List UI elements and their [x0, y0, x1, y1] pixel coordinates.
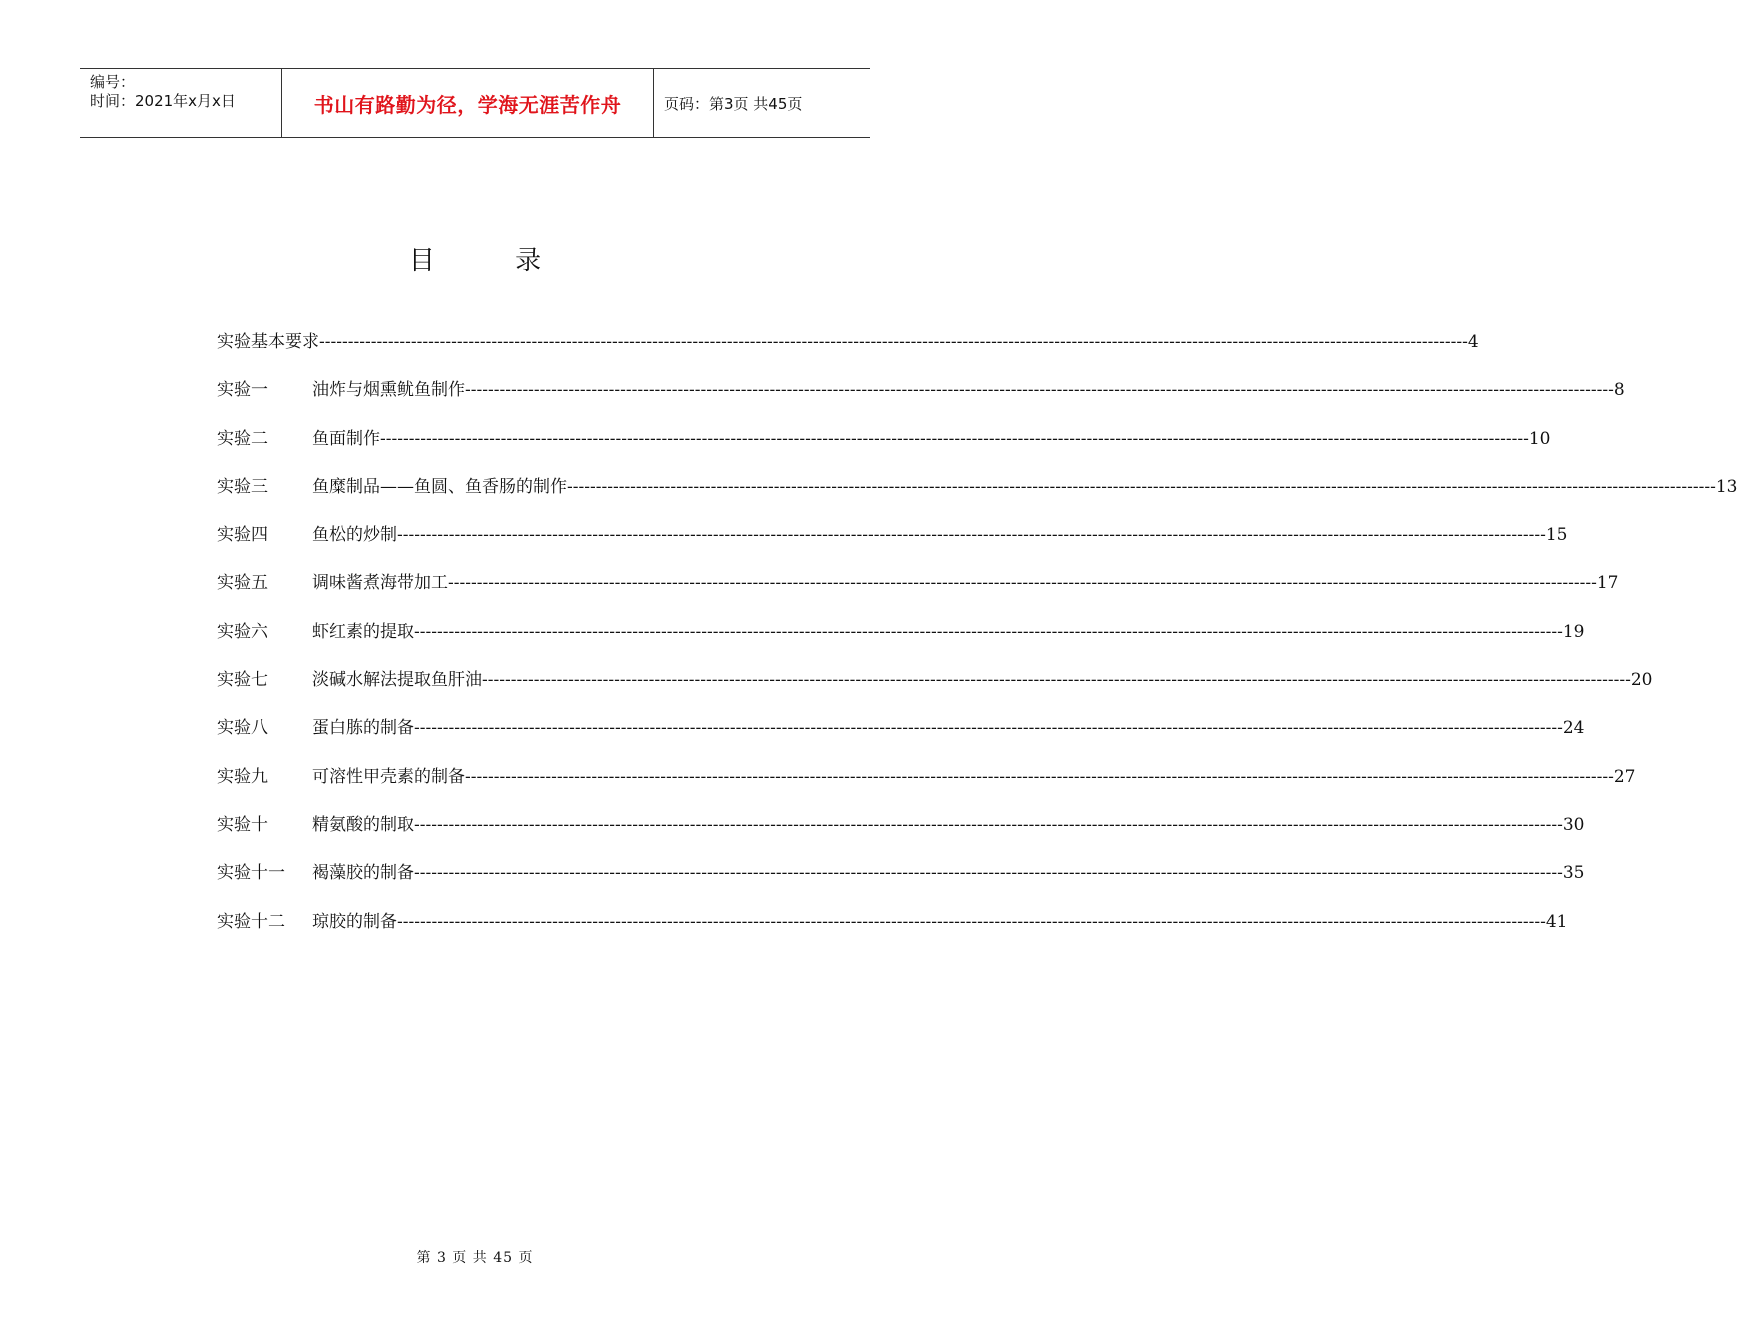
- toc-entry-label: 实验五: [217, 573, 268, 594]
- toc-entry-label: 实验七: [217, 670, 268, 691]
- toc-entry-label: 实验六: [217, 621, 268, 642]
- toc-entry-page: 4: [1467, 332, 1479, 352]
- toc-entry-label: 实验十: [217, 814, 268, 835]
- toc-leader: --------------------------------------------------------------------------------------------------------------------------------------------------------------------------------------------------------: [414, 718, 1563, 739]
- time-label: 时间：2021年x月x日: [90, 92, 236, 110]
- toc-entry-title: 鱼糜制品——鱼圆、鱼香肠的制作: [312, 476, 567, 497]
- toc-entry-title: 可溶性甲壳素的制备: [312, 766, 465, 787]
- toc-leader: --------------------------------------------------------------------------------------------------------------------------------------------------------------------------------------------------------: [482, 670, 1631, 691]
- toc-entry-label: 实验十一: [217, 863, 285, 884]
- toc-entry-title: 实验基本要求: [217, 332, 319, 352]
- table-of-contents: [217, 326, 1737, 954]
- toc-leader: --------------------------------------------------------------------------------------------------------------------------------------------------------------------------------------------------------: [397, 525, 1546, 546]
- toc-entry-title: 调味酱煮海带加工: [312, 573, 448, 594]
- toc-entry-label: 实验一: [217, 380, 268, 401]
- toc-entry-title: 淡碱水解法提取鱼肝油: [312, 670, 482, 691]
- toc-entry[interactable]: [217, 664, 1653, 712]
- toc-entry-page: 15: [1545, 525, 1568, 546]
- toc-entry-title: 蛋白胨的制备: [312, 718, 414, 739]
- toc-entry[interactable]: [217, 471, 1737, 519]
- toc-entry-label: 实验三: [217, 476, 268, 497]
- toc-leader: --------------------------------------------------------------------------------------------------------------------------------------------------------------------------------------------------------: [448, 573, 1597, 594]
- toc-leader: --------------------------------------------------------------------------------------------------------------------------------------------------------------------------------------------------------: [319, 332, 1468, 352]
- toc-entry-page: 17: [1596, 573, 1619, 594]
- toc-leader: --------------------------------------------------------------------------------------------------------------------------------------------------------------------------------------------------------: [414, 621, 1563, 642]
- toc-entry[interactable]: [217, 906, 1568, 954]
- toc-entry[interactable]: [217, 519, 1568, 567]
- toc-entry-title: 鱼松的炒制: [312, 525, 397, 546]
- toc-entry-page: 13: [1715, 476, 1737, 497]
- toc-leader: --------------------------------------------------------------------------------------------------------------------------------------------------------------------------------------------------------: [397, 911, 1546, 932]
- toc-entry[interactable]: [217, 567, 1619, 615]
- toc-entry[interactable]: [217, 423, 1551, 471]
- toc-entry-label: 实验四: [217, 525, 268, 546]
- toc-entry[interactable]: [217, 616, 1585, 664]
- toc-entry[interactable]: [217, 857, 1585, 905]
- toc-leader: --------------------------------------------------------------------------------------------------------------------------------------------------------------------------------------------------------: [380, 428, 1529, 449]
- page-footer: 第 3 页 共 45 页: [416, 1250, 534, 1266]
- toc-entry-page: 30: [1562, 814, 1585, 835]
- toc-entry-label: 实验九: [217, 766, 268, 787]
- toc-entry-title: 油炸与烟熏鱿鱼制作: [312, 380, 465, 401]
- toc-leader: --------------------------------------------------------------------------------------------------------------------------------------------------------------------------------------------------------: [414, 814, 1563, 835]
- toc-entry-label: 实验二: [217, 428, 268, 449]
- header-motto: 书山有路勤为径，学海无涯苦作舟: [313, 92, 622, 117]
- toc-entry[interactable]: [217, 374, 1625, 422]
- toc-entry-title: 精氨酸的制取: [312, 814, 414, 835]
- toc-entry[interactable]: [217, 809, 1585, 857]
- toc-entry-page: 27: [1613, 766, 1636, 787]
- toc-leader: --------------------------------------------------------------------------------------------------------------------------------------------------------------------------------------------------------: [465, 766, 1614, 787]
- serial-label: 编号：: [90, 73, 136, 91]
- toc-entry-title: 虾红素的提取: [312, 621, 414, 642]
- toc-entry-page: 10: [1528, 428, 1551, 449]
- toc-entry-page: 8: [1613, 380, 1625, 401]
- toc-entry-title: 褐藻胶的制备: [312, 863, 414, 884]
- toc-entry-page: 35: [1562, 863, 1585, 884]
- header-meta: [80, 69, 281, 137]
- toc-entry-title: 琼胶的制备: [312, 911, 397, 932]
- toc-entry-page: 41: [1545, 911, 1568, 932]
- toc-leader: --------------------------------------------------------------------------------------------------------------------------------------------------------------------------------------------------------: [465, 380, 1614, 401]
- toc-leader: --------------------------------------------------------------------------------------------------------------------------------------------------------------------------------------------------------: [567, 476, 1716, 497]
- toc-entry-page: 24: [1562, 718, 1585, 739]
- page-header: [80, 68, 870, 138]
- toc-entry[interactable]: [217, 326, 1479, 374]
- toc-entry-label: 实验十二: [217, 911, 285, 932]
- header-page-info: 页码：第3页 共45页: [664, 94, 803, 113]
- toc-entry-page: 19: [1562, 621, 1585, 642]
- header-motto-cell: [281, 69, 654, 137]
- toc-entry-page: 20: [1630, 670, 1653, 691]
- toc-entry-title: 鱼面制作: [312, 428, 380, 449]
- toc-title: 目 录: [408, 246, 578, 276]
- toc-entry[interactable]: [217, 761, 1636, 809]
- toc-entry-label: 实验八: [217, 718, 268, 739]
- toc-leader: --------------------------------------------------------------------------------------------------------------------------------------------------------------------------------------------------------: [414, 863, 1563, 884]
- toc-entry[interactable]: [217, 712, 1585, 760]
